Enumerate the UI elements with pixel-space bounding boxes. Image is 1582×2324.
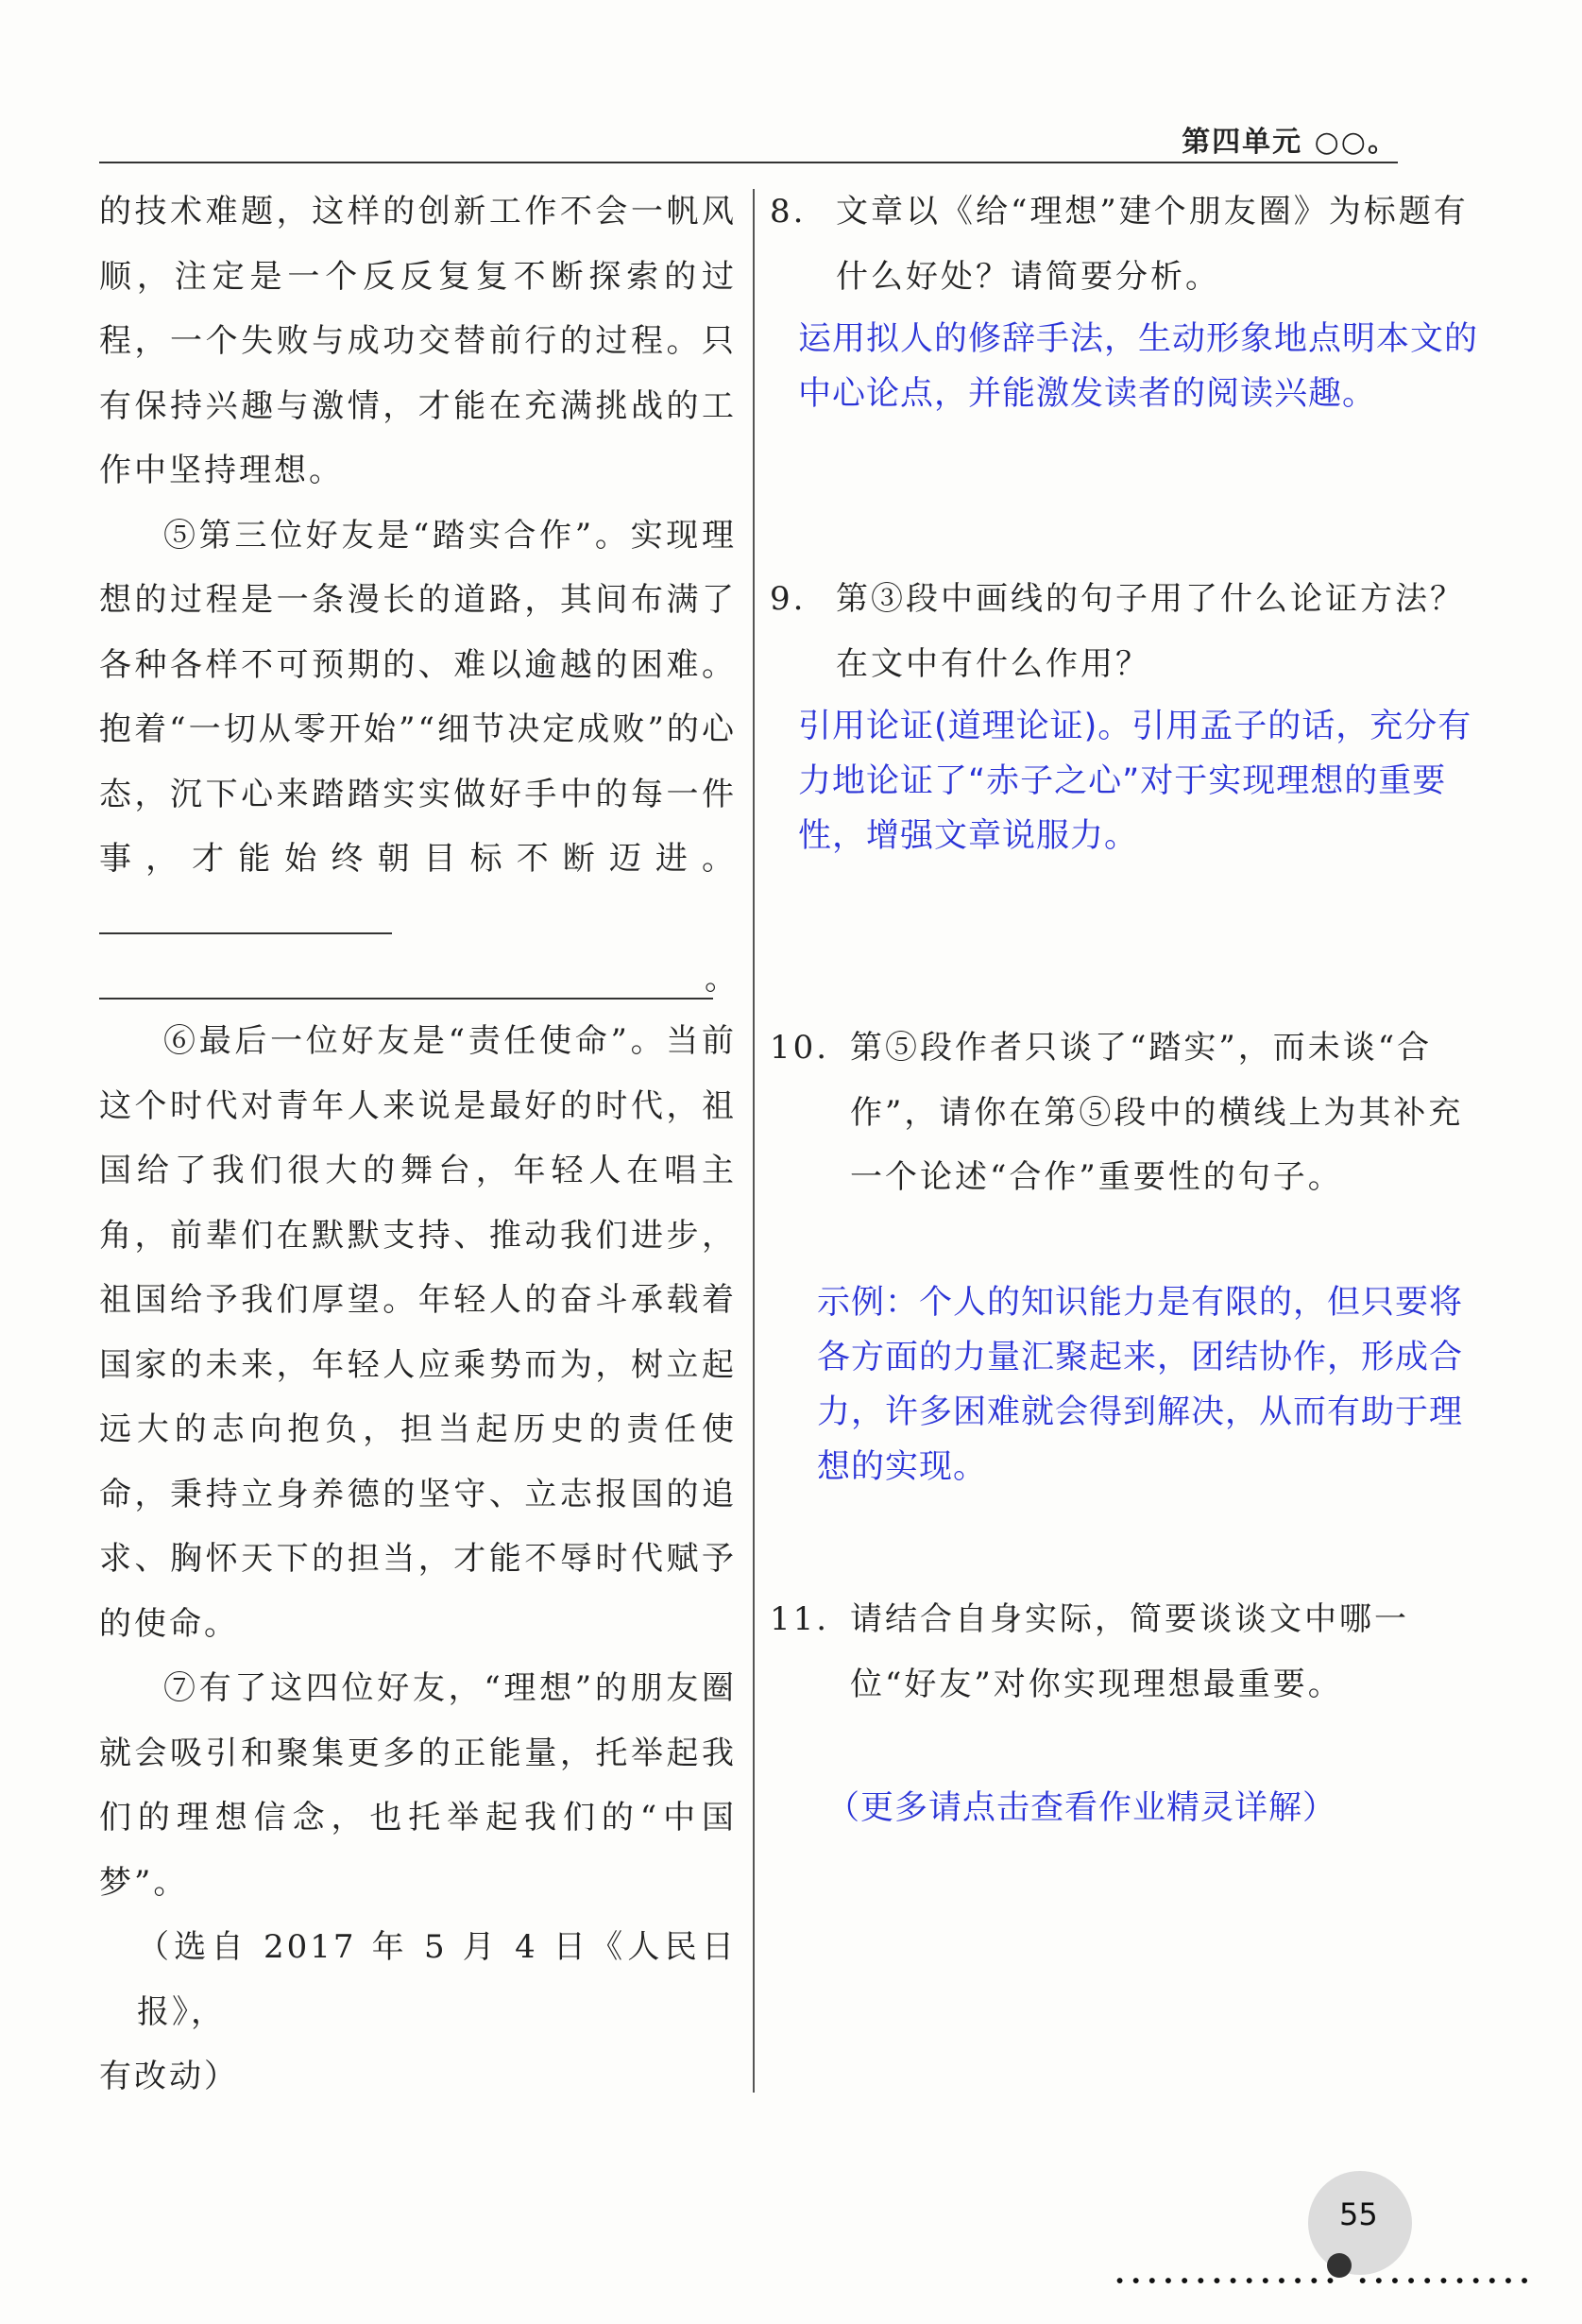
unit-title: 第四单元 ○○。 [1182,126,1398,159]
question-9-number: 9. [770,580,807,618]
question-9 [770,567,1488,696]
answer-9: 引用论证(道理论证)。引用孟子的话，充分有力地论证了“赤子之心”对于实现理想的重要性，增强文章说服力。 [798,708,1472,855]
paragraph-6: ⑥最后一位好友是“责任使命”。当前这个时代对青年人来说是最好的时代，祖国给了我们很大的舞台，年轻人在唱主角，前辈们在默默支持、推动我们进步，祖国给予我们厚望。年轻人的奋斗承载着国家的未来，年轻人应乘势而为，树立起远大的志向抱负，担当起历史的责任使命，秉持立身养德的坚守、立志报国的追求、胸怀天下的担当，才能不辱时代赋予的使命。 [99,1022,737,1643]
header-rule [99,162,1398,163]
question-10-number: 10. [770,1029,830,1067]
answer-8: 运用拟人的修辞手法，生动形象地点明本文的中心论点，并能激发读者的阅读兴趣。 [798,320,1479,413]
paragraph-7: ⑦有了这四位好友，“理想”的朋友圈就会吸引和聚集更多的正能量，托举起我们的理想信念，也托举起我们的“中国梦”。 [99,1669,737,1902]
source-line-2: 有改动） [99,2058,239,2095]
source-line-1: （选自 2017 年 5 月 4 日《人民日报》， [137,1928,737,2031]
paragraph-4-tail: 的技术难题，这样的创新工作不会一帆风顺，注定是一个反反复复不断探索的过程，一个失败与成功交替前行的过程。只有保持兴趣与激情，才能在充满挑战的工作中坚持理想。 [99,193,737,489]
column-divider [753,189,755,2093]
question-10 [770,1016,1488,1210]
page-header [99,118,1398,165]
question-11 [770,1587,1488,1717]
question-10-text: 第⑤段作者只谈了“踏实”，而未谈“合作”，请你在第⑤段中的横线上为其补充一个论述“合作”重要性的句子。 [850,1029,1464,1196]
answer-11-link[interactable]: （更多请点击查看作业精灵详解） [826,1789,1337,1827]
question-11-number: 11. [770,1600,830,1638]
answer-blank-line-2[interactable] [99,956,740,1000]
answer-10: 示例：个人的知识能力是有限的，但只要将各方面的力量汇聚起来，团结协作，形成合力，许多困难就会得到解决，从而有助于理想的实现。 [817,1284,1464,1486]
answer-blank-line[interactable] [99,900,392,934]
question-8 [770,179,1488,309]
question-11-text: 请结合自身实际，简要谈谈文中哪一位“好友”对你实现理想最重要。 [850,1600,1409,1703]
paragraph-5-text: ⑤第三位好友是“踏实合作”。实现理想的过程是一条漫长的道路，其间布满了各种各样不可预期的、难以逾越的困难。抱着“一切从零开始”“细节决定成败”的心态，沉下心来踏踏实实做好手中的每一件事，才能始终朝目标不断迈进。 [99,516,737,878]
question-8-number: 8. [770,193,807,231]
question-8-text: 文章以《给“理想”建个朋友圈》为标题有什么好处？请简要分析。 [836,193,1469,296]
question-9-text: 第③段中画线的句子用了什么论证方法？在文中有什么作用？ [836,580,1465,683]
paragraph-5-end: 。 [705,959,740,998]
page-number: 55 [1339,2196,1378,2232]
paragraph-5 [99,504,737,957]
article-column [99,179,740,2110]
footer-dotted-rule: ·············· ··········· [1114,2263,1536,2298]
